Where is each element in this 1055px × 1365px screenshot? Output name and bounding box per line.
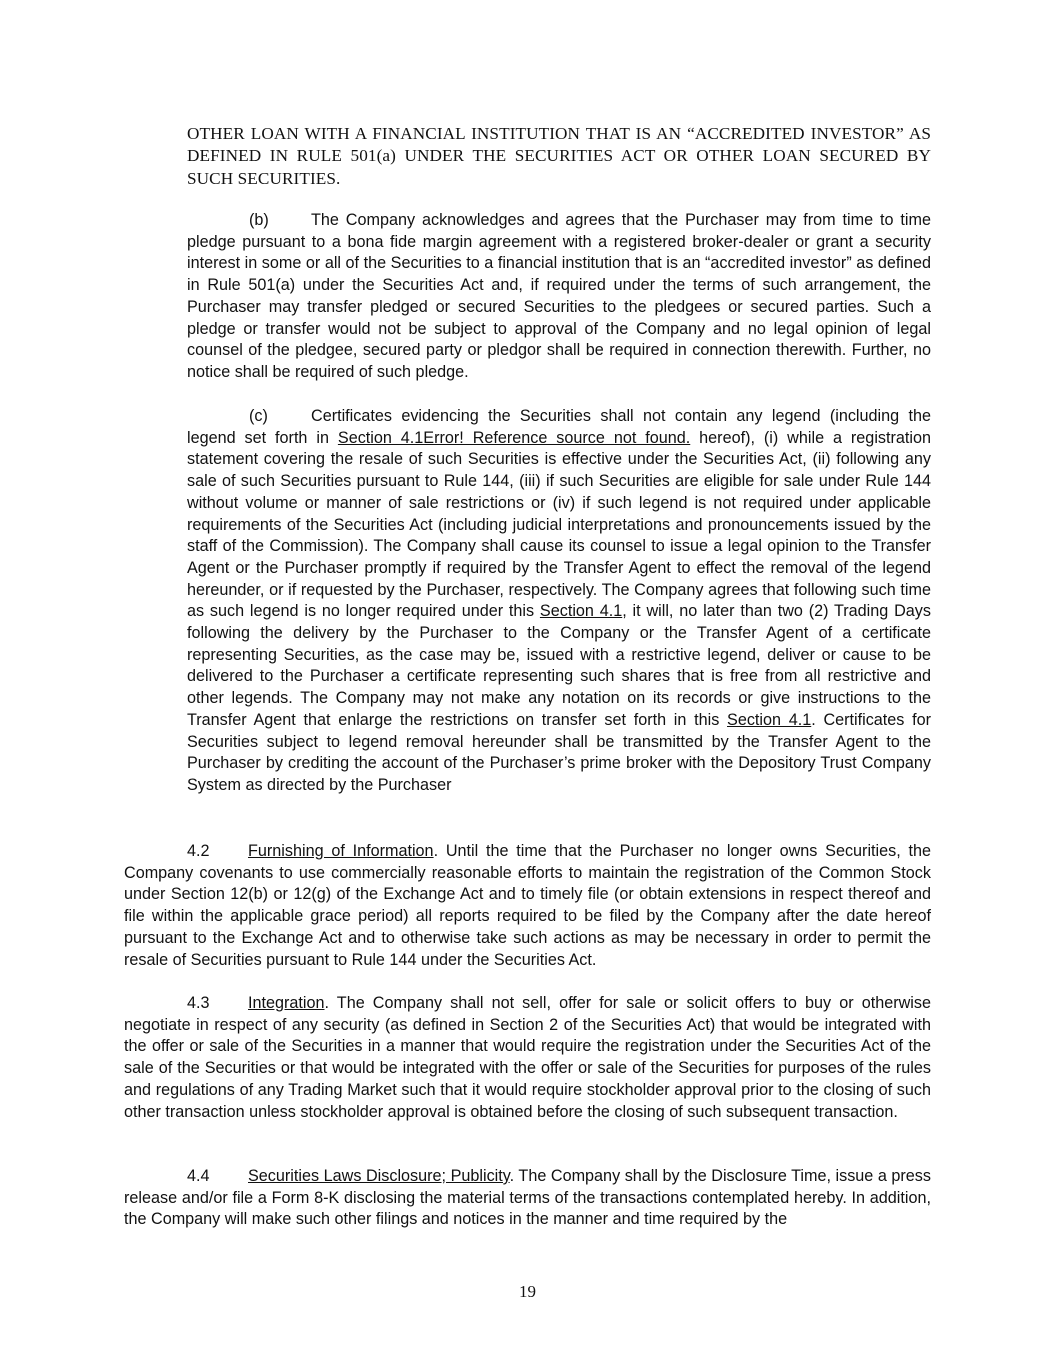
paragraph-b-label: (b) [249,211,269,229]
section-4-4-number: 4.4 [187,1167,210,1185]
section-4-2 [124,841,931,971]
section-4-1-link[interactable]: Section 4.1 [539,602,623,621]
paragraph-c-text-4: . Certificates for Securities subject to legend removal hereunder shall be transmitted by the Transfer Agent to the Purchaser by crediting the account of the Purchaser’s prime broker with the Depository Trust Company System as directed by the Purchaser [187,710,932,794]
page-number: 19 [519,1282,536,1301]
paragraph-b [187,210,931,384]
section-4-3-number: 4.3 [187,994,210,1012]
section-4-1-link-2[interactable]: Section 4.1 [727,710,812,729]
paragraph-c-label: (c) [249,407,268,425]
section-4-3-text: . The Company shall not sell, offer for sale or solicit offers to buy or otherwise negotiate in respect of any security (as defined in Section 2 of the Securities Act) that would be integrated with the offer or sale of the Securities in a manner that would require the registration under the Securities Act of the sale of the Securities or that would be integrated with the offer or sale of the Securities for purposes of the rules and regulations of any Trading Market such that it would require stockholder approval prior to the closing of such other transaction unless stockholder approval is obtained before the closing of such subsequent transaction. [124,994,931,1121]
paragraph-c [187,406,931,797]
section-4-3 [124,993,931,1123]
paragraph-c-text-2: hereof), (i) while a registration statement covering the resale of such Securities is effective under the Securities Act, (ii) following any sale of such Securities pursuant to Rule 144, (iii) if such Securities are eligible for sale under Rule 144 without volume or manner of sale restrictions or (iv) if such legend is not required under applicable requirements of the Securities Act (including judicial interpretations and pronouncements issued by the staff of the Commission). The Company shall cause its counsel to issue a legal opinion to the Transfer Agent or the Purchaser promptly if required by the Transfer Agent to effect the removal of the legend hereunder, or if requested by the Purchaser, respectively. The Company agrees that following such time as such legend is no longer required under this [187,428,931,621]
section-4-3-title: Integration [248,994,325,1012]
section-4-2-text: . Until the time that the Purchaser no longer owns Securities, the Company covenants to use commercially reasonable efforts to maintain the registration of the Common Stock under Section 12(b) or 12(g) of the Exchange Act and to timely file (or obtain extensions in respect thereof and file within the applicable grace period) all reports required to be filed by the Company after the date hereof pursuant to the Exchange Act and to otherwise take such actions as may be necessary in order to permit the resale of Securities pursuant to Rule 144 under the Securities Act. [124,842,931,969]
section-4-1-reference-link[interactable]: Section 4.1Error! Reference source not found. [337,428,691,447]
paragraph-c-text-3: , it will, no later than two (2) Trading Days following the delivery by the Purchaser to the Company or the Transfer Agent of a certificate representing Securities, as the case may be, issued with a restrictive legend, deliver or cause to be delivered to the Purchaser a certificate representing such shares that is free from all restrictive and other legends. The Company may not make any notation on its records or give instructions to the Transfer Agent that enlarge the restrictions on transfer set forth in this [187,602,931,729]
paragraph-c-text-1: Certificates evidencing the Securities shall not contain any legend (including the legend set forth in [187,407,931,447]
section-4-2-title: Furnishing of Information [248,842,434,860]
section-4-4-title: Securities Laws Disclosure; Publicity [248,1167,510,1185]
section-4-4 [124,1166,931,1231]
paragraph-b-text: The Company acknowledges and agrees that the Purchaser may from time to time pledge pursuant to a bona fide margin agreement with a registered broker-dealer or grant a security interest in some or all of the Securities to a financial institution that is an “accredited investor” as defined in Rule 501(a) under the Securities Act and, if required under the terms of such arrangement, the Purchaser may transfer pledged or secured Securities to the pledgees or secured parties. Such a pledge or transfer would not be subject to approval of the Company and no legal opinion of legal counsel of the pledgee, secured party or pledgor shall be required in connection therewith. Further, no notice shall be required of such pledge. [187,211,931,381]
section-4-4-text: . The Company shall by the Disclosure Time, issue a press release and/or file a Form 8-K disclosing the material terms of the transactions contemplated hereby. In addition, the Company will make such other filings and notices in the manner and time required by the [124,1167,931,1229]
section-4-2-number: 4.2 [187,842,210,860]
caps-paragraph: OTHER LOAN WITH A FINANCIAL INSTITUTION THAT IS AN “ACCREDITED INVESTOR” AS DEFINED IN RULE 501(a) UNDER THE SECURITIES ACT OR OTHER LOAN SECURED BY SUCH SECURITIES. [187,124,931,188]
